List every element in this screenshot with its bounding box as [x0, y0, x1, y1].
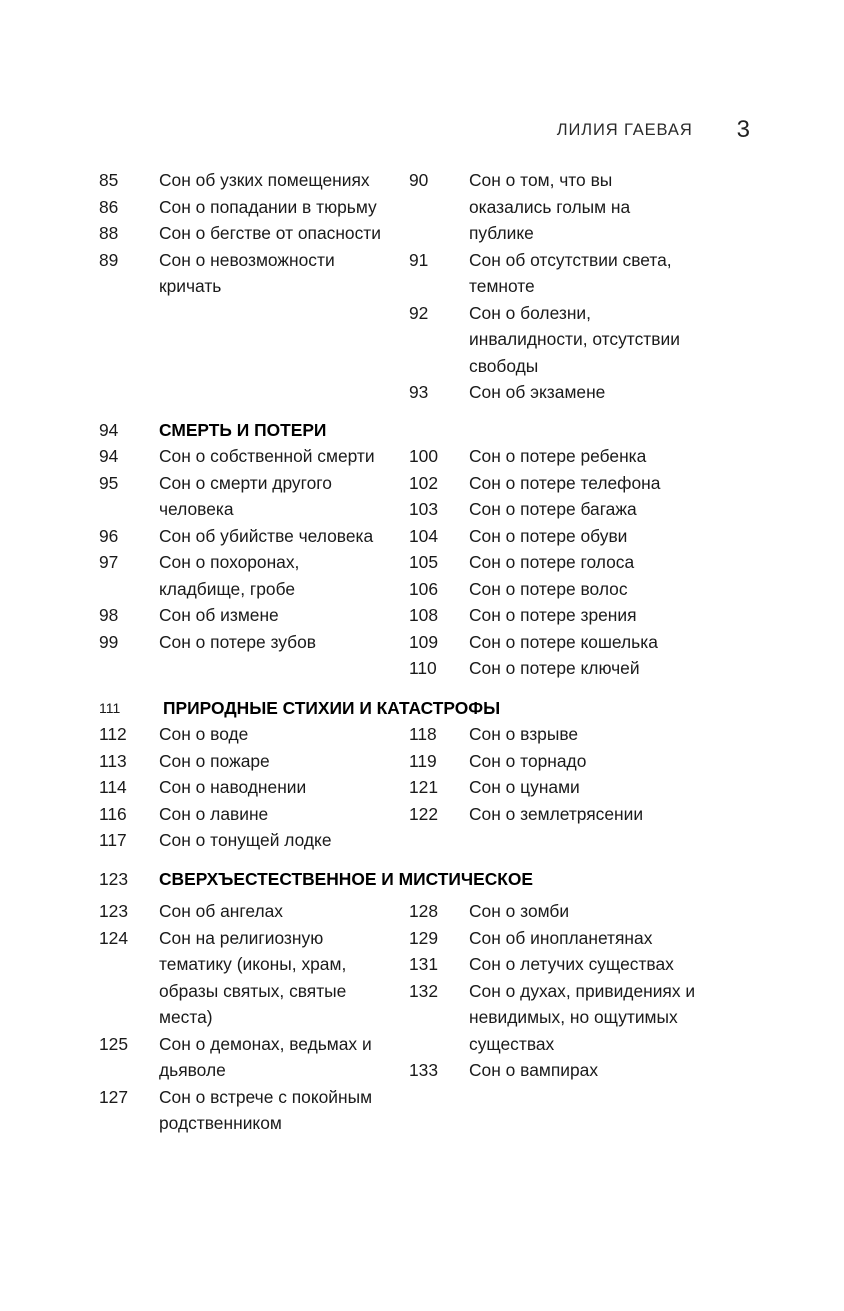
toc-entry[interactable]	[99, 629, 409, 656]
toc-entry[interactable]	[409, 576, 719, 603]
toc-column-left	[99, 167, 409, 406]
entry-title: Сон о потере зубов	[159, 631, 317, 652]
toc-column-right	[409, 443, 719, 682]
entry-page-number: 86	[99, 196, 119, 217]
entry-title: Сон об инопланетянах	[469, 927, 653, 948]
entry-page-number: 96	[99, 525, 119, 546]
table-of-contents	[99, 167, 759, 1137]
entry-title: Сон о лавине	[159, 803, 269, 824]
section-spacer	[99, 406, 759, 417]
entry-title: Сон о потере ключей	[469, 658, 640, 678]
entry-page-number: 114	[99, 777, 127, 797]
entry-title: Сон о землетрясении	[469, 803, 644, 824]
entry-title: Сон о том, что вы оказались голым на публике	[469, 170, 631, 243]
entry-title: Сон о потере кошелька	[469, 631, 658, 652]
toc-entry[interactable]	[99, 443, 409, 470]
entry-page-number: 125	[99, 1033, 129, 1054]
entry-title: Сон о бегстве от опасности	[159, 223, 381, 243]
entry-title: Сон об экзамене	[469, 382, 606, 402]
entry-page-number: 89	[99, 249, 119, 270]
entry-title: Сон о попадании в тюрьму	[159, 196, 377, 217]
entry-page-number: 85	[99, 170, 119, 190]
toc-entry[interactable]	[409, 925, 719, 952]
entry-title: Сон о встрече с покойным родственником	[159, 1086, 373, 1133]
entry-title: Сон об отсутствии света, темноте	[469, 249, 672, 296]
toc-column-left	[99, 443, 409, 682]
section-spacer	[99, 682, 759, 695]
entry-page-number: 97	[99, 552, 119, 572]
toc-entry[interactable]	[409, 300, 719, 380]
entry-title: Сон о собственной смерти	[159, 446, 375, 466]
entry-page-number: 121	[409, 777, 439, 797]
toc-entry[interactable]	[99, 748, 409, 775]
entry-title: Сон о цунами	[469, 777, 580, 797]
toc-section-supernatural	[99, 898, 759, 1137]
toc-section-continued	[99, 167, 759, 406]
toc-entry[interactable]	[99, 470, 409, 523]
entry-page-number: 123	[99, 901, 129, 921]
entry-title: Сон о потере волос	[469, 578, 628, 599]
toc-entry[interactable]	[99, 523, 409, 550]
toc-entry[interactable]	[99, 925, 409, 1031]
entry-page-number: 94	[99, 446, 119, 466]
heading-page-number: 123	[99, 868, 129, 889]
toc-entry[interactable]	[409, 748, 719, 775]
heading-page-number: 111	[99, 699, 121, 716]
toc-entry[interactable]	[409, 602, 719, 629]
toc-entry[interactable]	[99, 167, 409, 194]
toc-entry[interactable]	[409, 379, 719, 406]
entry-title: Сон о зомби	[469, 901, 570, 921]
toc-column-right	[409, 898, 719, 1137]
author-name: ЛИЛИЯ ГАЕВАЯ	[556, 120, 693, 139]
toc-entry[interactable]	[99, 774, 409, 801]
toc-section-death-and-loss	[99, 443, 759, 682]
entry-page-number: 106	[409, 578, 439, 599]
heading-title: СВЕРХЪЕСТЕСТВЕННОЕ И МИСТИЧЕСКОЕ	[159, 868, 533, 889]
entry-title: Сон об убийстве человека	[159, 525, 374, 546]
toc-column-right	[409, 167, 719, 406]
entry-page-number: 103	[409, 499, 439, 519]
entry-page-number: 129	[409, 927, 439, 948]
entry-page-number: 99	[99, 631, 119, 652]
entry-page-number: 88	[99, 223, 119, 243]
entry-page-number: 90	[409, 170, 429, 190]
toc-entry[interactable]	[409, 978, 719, 1058]
toc-entry[interactable]	[409, 721, 719, 748]
entry-title: Сон о духах, привидениях и невидимых, но ощутимых существах	[469, 980, 696, 1054]
toc-entry[interactable]	[99, 801, 409, 828]
entry-title: Сон о потере багажа	[469, 499, 637, 519]
entry-page-number: 98	[99, 605, 119, 625]
toc-column-left	[99, 898, 409, 1137]
entry-title: Сон об ангелах	[159, 901, 283, 921]
entry-page-number: 122	[409, 803, 439, 824]
toc-entry[interactable]	[409, 470, 719, 497]
toc-section-natural-disasters	[99, 721, 759, 854]
entry-page-number: 113	[99, 750, 127, 771]
toc-entry[interactable]	[409, 496, 719, 523]
entry-page-number: 132	[409, 980, 439, 1001]
entry-title: Сон о вампирах	[469, 1060, 599, 1080]
entry-title: Сон о пожаре	[159, 750, 270, 771]
heading-title: ПРИРОДНЫЕ СТИХИИ И КАТАСТРОФЫ	[163, 697, 501, 718]
entry-page-number: 128	[409, 901, 439, 921]
section-heading-death-and-loss[interactable]	[99, 417, 759, 444]
toc-column-right	[409, 721, 719, 854]
entry-page-number: 133	[409, 1060, 439, 1080]
entry-page-number: 110	[409, 658, 437, 678]
toc-entry[interactable]	[409, 523, 719, 550]
entry-page-number: 105	[409, 552, 439, 572]
entry-title: Сон о наводнении	[159, 777, 307, 797]
entry-title: Сон о смерти другого человека	[159, 472, 332, 519]
toc-entry[interactable]	[99, 721, 409, 748]
entry-title: Сон о невозможности кричать	[159, 249, 335, 296]
entry-page-number: 100	[409, 446, 439, 466]
entry-title: Сон о тонущей лодке	[159, 830, 332, 850]
toc-entry[interactable]	[99, 1031, 409, 1084]
entry-page-number: 108	[409, 605, 439, 625]
toc-entry[interactable]	[99, 247, 409, 300]
entry-title: Сон о летучих существах	[469, 954, 674, 974]
toc-entry[interactable]	[99, 220, 409, 247]
section-heading-natural-disasters[interactable]	[99, 695, 759, 722]
entry-page-number: 112	[99, 724, 127, 744]
toc-entry[interactable]	[409, 951, 719, 978]
entry-page-number: 124	[99, 927, 129, 948]
section-spacer	[99, 854, 759, 866]
entry-title: Сон о похоронах, кладбище, гробе	[159, 552, 300, 599]
entry-title: Сон о потере голоса	[469, 552, 635, 572]
entry-page-number: 119	[409, 750, 437, 771]
entry-title: Сон об измене	[159, 605, 279, 625]
entry-page-number: 109	[409, 631, 439, 652]
entry-page-number: 117	[99, 830, 127, 850]
heading-page-number: 94	[99, 419, 119, 440]
entry-title: Сон о демонах, ведьмах и дьяволе	[159, 1033, 372, 1080]
entry-title: Сон на религиозную тематику (иконы, храм, образы святых, святые места)	[159, 927, 347, 1027]
toc-entry[interactable]	[99, 194, 409, 221]
heading-title: СМЕРТЬ И ПОТЕРИ	[159, 419, 327, 440]
toc-entry[interactable]	[99, 898, 409, 925]
toc-entry[interactable]	[409, 898, 719, 925]
toc-entry[interactable]	[409, 629, 719, 656]
toc-entry[interactable]	[409, 801, 719, 828]
entry-title: Сон о потере обуви	[469, 525, 628, 546]
toc-entry[interactable]	[409, 549, 719, 576]
toc-entry[interactable]	[99, 602, 409, 629]
entry-title: Сон о болезни, инвалидности, отсутствии свободы	[469, 302, 680, 376]
entry-title: Сон об узких помещениях	[159, 170, 370, 190]
entry-page-number: 93	[409, 382, 429, 402]
entry-title: Сон о взрыве	[469, 724, 579, 744]
page-number: 3	[736, 116, 750, 143]
toc-entry[interactable]	[99, 827, 409, 854]
entry-title: Сон о воде	[159, 724, 249, 744]
entry-page-number: 127	[99, 1086, 129, 1107]
entry-title: Сон о торнадо	[469, 750, 587, 771]
toc-entry[interactable]	[409, 1057, 719, 1084]
entry-page-number: 91	[409, 249, 429, 270]
section-heading-supernatural[interactable]	[99, 866, 759, 893]
entry-page-number: 104	[409, 525, 439, 546]
entry-title: Сон о потере телефона	[469, 472, 661, 493]
entry-page-number: 118	[409, 724, 437, 744]
entry-page-number: 102	[409, 472, 439, 493]
toc-entry[interactable]	[409, 247, 719, 300]
running-head	[557, 117, 750, 143]
toc-column-left	[99, 721, 409, 854]
toc-entry[interactable]	[409, 655, 719, 682]
toc-entry[interactable]	[99, 549, 409, 602]
entry-title: Сон о потере ребенка	[469, 446, 647, 466]
toc-entry[interactable]	[99, 1084, 409, 1137]
toc-entry[interactable]	[409, 774, 719, 801]
toc-entry[interactable]	[409, 443, 719, 470]
entry-page-number: 92	[409, 302, 429, 323]
entry-title: Сон о потере зрения	[469, 605, 637, 625]
entry-page-number: 116	[99, 803, 127, 824]
toc-entry[interactable]	[409, 167, 719, 247]
entry-page-number: 131	[409, 954, 439, 974]
entry-page-number: 95	[99, 472, 119, 493]
